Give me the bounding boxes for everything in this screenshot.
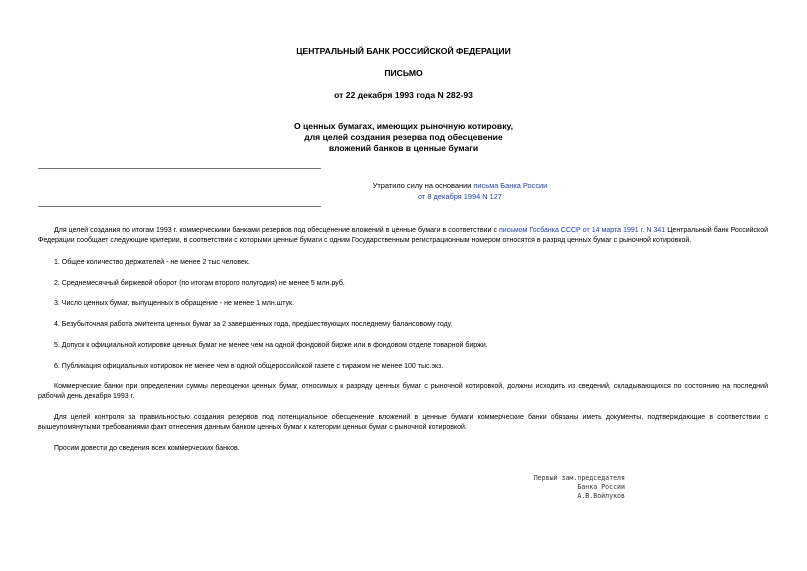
- divider-top: [38, 168, 321, 169]
- validity-link-date[interactable]: от 8 декабря 1994 N 127: [417, 192, 502, 201]
- list-item: 5. Допуск к официальной котировке ценных бумаг не менее чем на одной фондовой бирже или в фондовом отделе товарной биржи.: [54, 342, 488, 349]
- control-paragraph: Для целей контроля за правильностью создания резервов под потенциальное обесценение вложений в ценные бумаги коммерческие банки обязаны иметь документы, подтверждающие в соответствии с вышеупомянутыми требованиями факт отнесения данным банком ценных бумаг к категории ценных бумаг с рыночной котировкой.: [38, 414, 768, 432]
- intro-paragraph: [38, 226, 768, 247]
- signature-org: Банка России: [577, 483, 625, 491]
- list-item: 6. Публикация официальных котировок не менее чем в одной общероссийской газете с тиражом не менее 100 тыс.экз.: [54, 363, 444, 370]
- doc-title-line-1: О ценных бумагах, имеющих рыночную котировку,: [293, 121, 514, 131]
- signature-name: А.В.Войлуков: [577, 492, 625, 500]
- request-paragraph: Просим довести до сведения всех коммерческих банков.: [54, 445, 240, 452]
- validity-note-line-1: [100, 180, 807, 191]
- validity-link-letter[interactable]: письма Банка России: [473, 181, 548, 190]
- list-item: 1. Общее количество держателей - не менее 2 тыс человек.: [54, 259, 250, 266]
- intro-text-2: Центральный банк Российской Федерации сообщает следующие критерии, в соответствии с которыми ценные бумаги с одним Государственным регистрационным номером относятся в разряд ценных бумаг с рыночной котировкой.: [38, 227, 768, 245]
- gosbank-letter-link[interactable]: письмом Госбанка СССР от 14 марта 1991 г. N 341: [499, 227, 666, 234]
- doc-title-line-3: вложений банков в ценные бумаги: [328, 143, 479, 153]
- org-name: ЦЕНТРАЛЬНЫЙ БАНК РОССИЙСКОЙ ФЕДЕРАЦИИ: [296, 46, 511, 56]
- divider-bottom: [38, 206, 321, 207]
- validity-note-prefix: Утратило силу на основании: [372, 181, 474, 190]
- doc-date-number: от 22 декабря 1993 года N 282-93: [334, 90, 473, 100]
- list-item: 4. Безубыточная работа эмитента ценных бумаг за 2 завершенных года, предшествующих последнему балансовому году.: [54, 321, 453, 328]
- doc-title-line-2: для целей создания резерва под обесцевение: [304, 132, 503, 142]
- validity-note-line-2: [100, 191, 807, 202]
- revaluation-paragraph: Коммерческие банки при определении суммы переоценки ценных бумаг, относимых к разряду ценных бумаг с рыночной котировкой, должны исходить из сведений, складывающихся по состоянию на последний рабочий день декабря 1993 г.: [38, 383, 768, 401]
- intro-text-1: Для целей создания по итогам 1993 г. коммерческими банками резервов под обесценение вложений в ценные бумаги в соответствии с: [54, 227, 499, 234]
- signature-title: Первый зам.председателя: [533, 474, 625, 482]
- doc-type: ПИСЬМО: [384, 68, 423, 78]
- list-item: 3. Число ценных бумаг, выпущенных в обращение - не менее 1 млн.штук.: [54, 300, 295, 307]
- list-item: 2. Среднемесячный биржевой оборот (по итогам второго полугодия) не менее 5 млн.руб.: [54, 280, 345, 287]
